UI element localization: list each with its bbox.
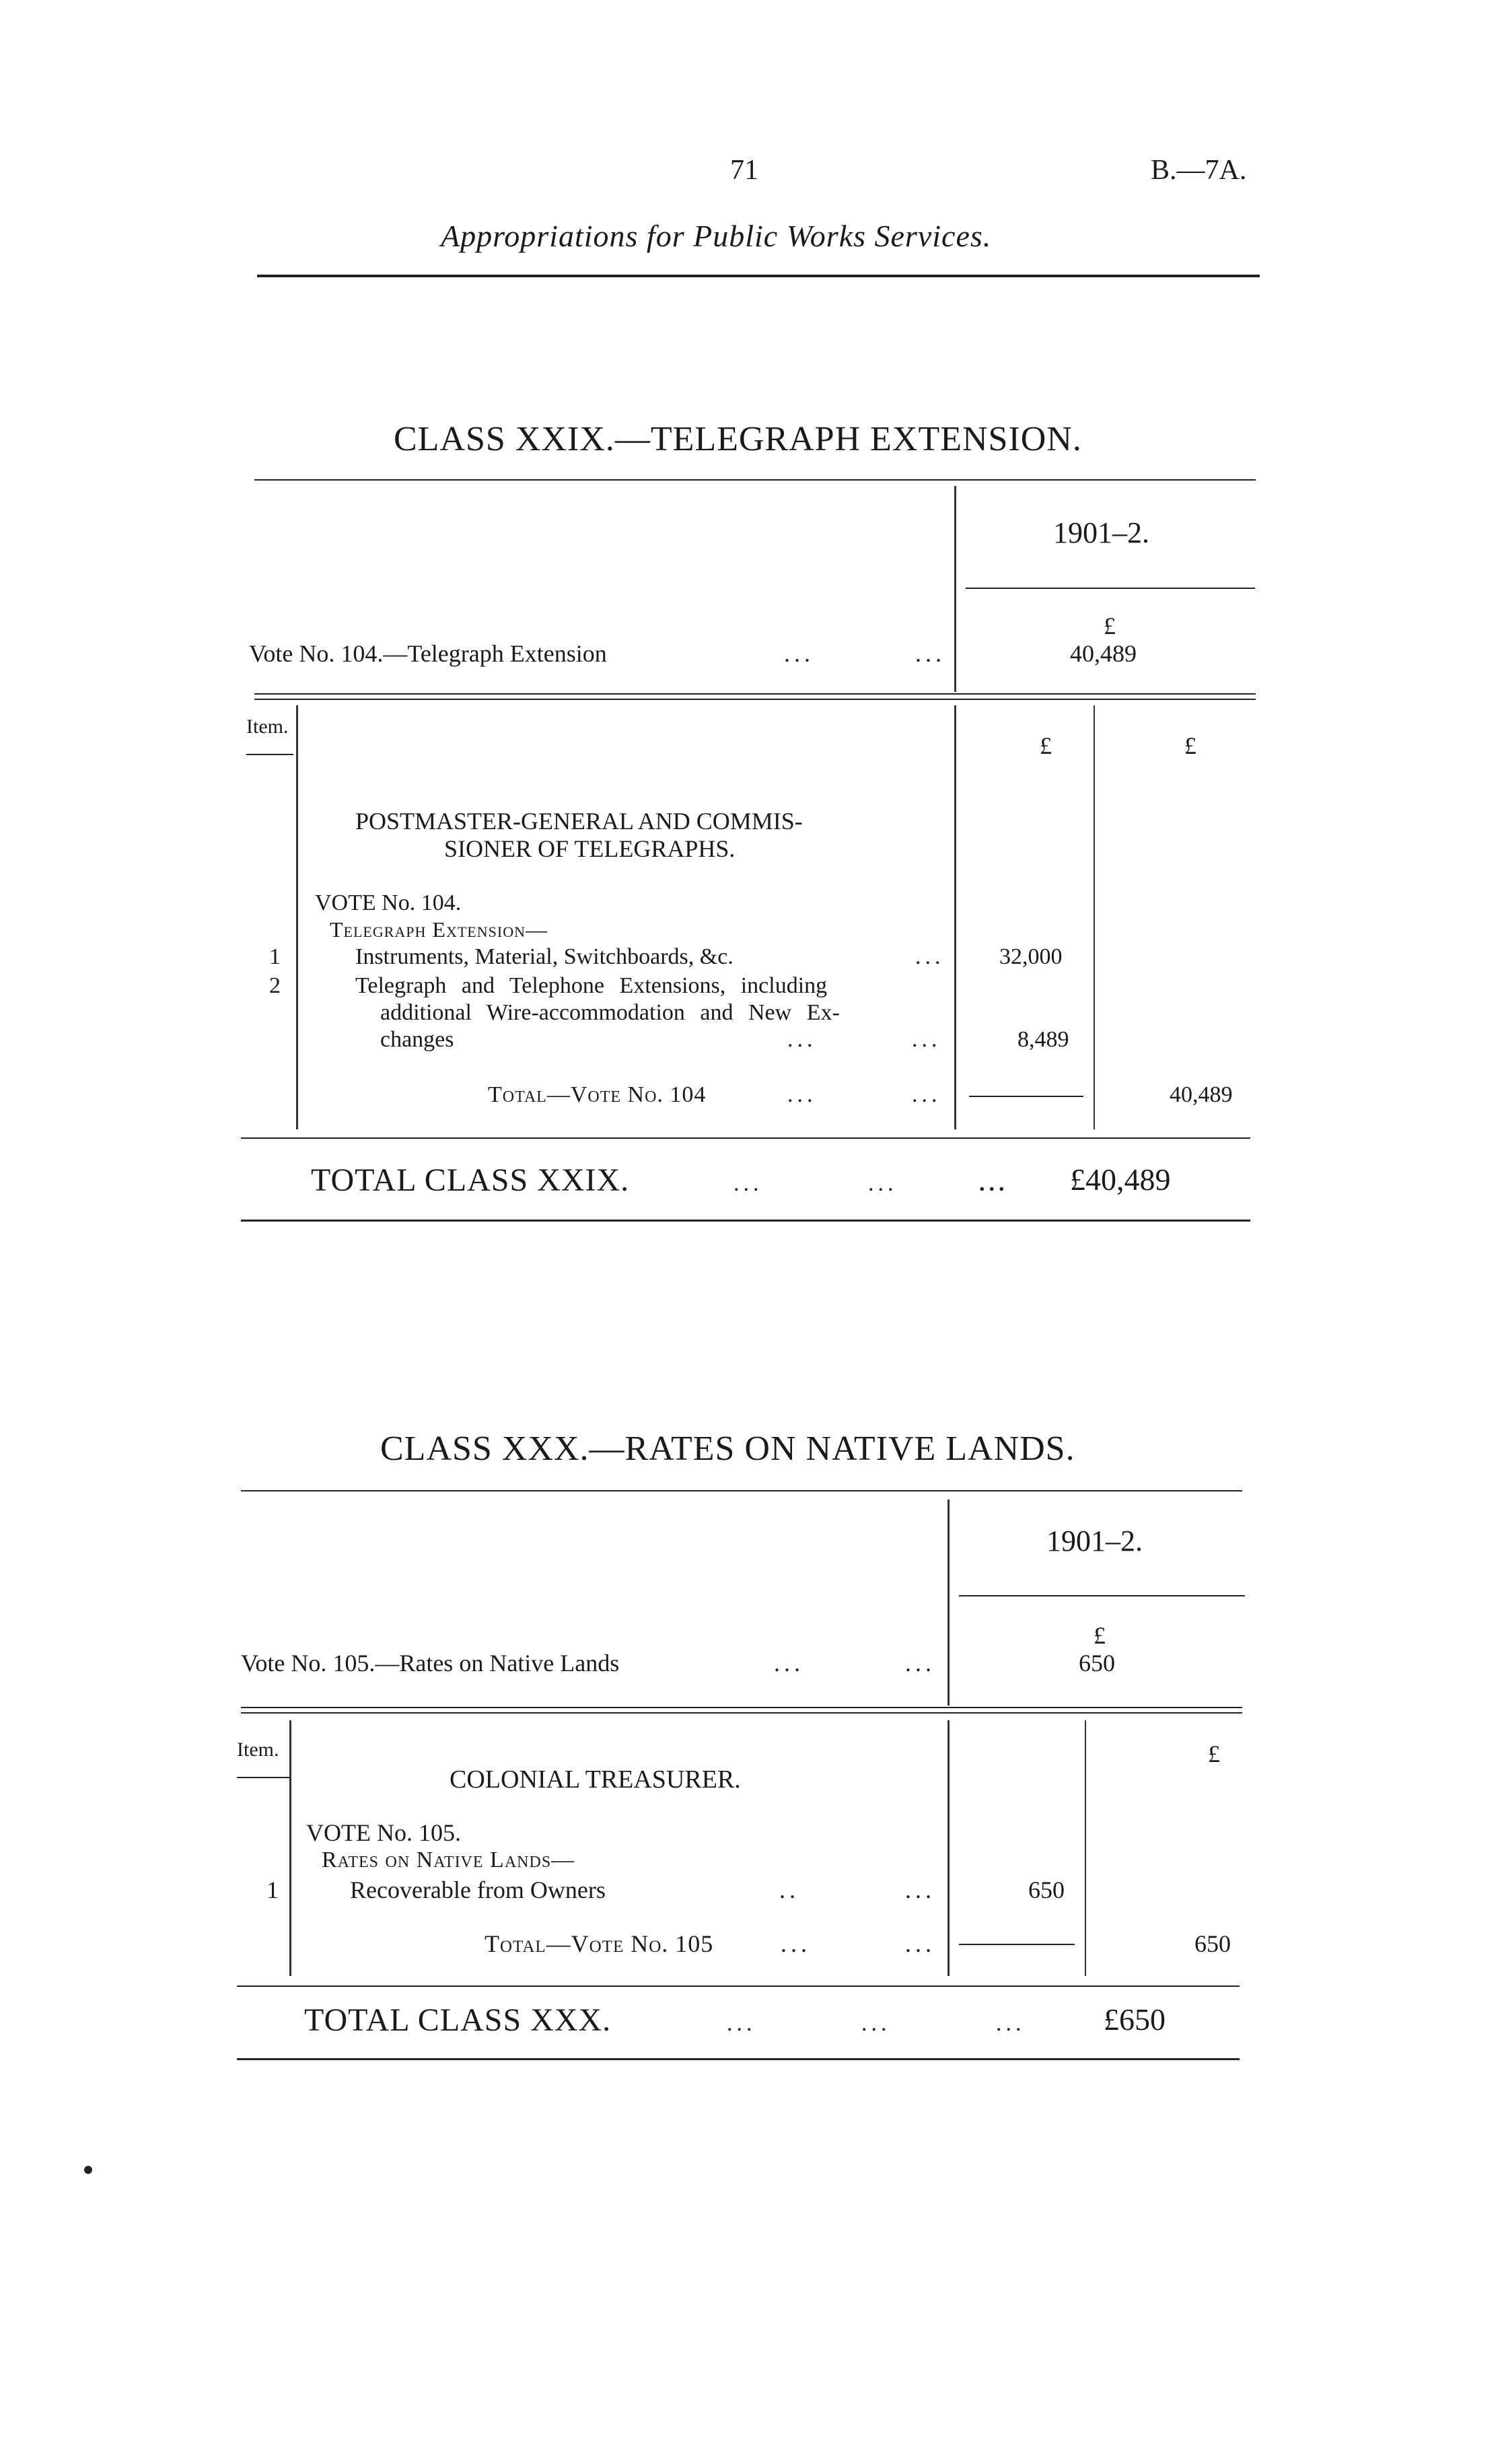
class29-vote-amount: 40,489 bbox=[1070, 640, 1137, 667]
class30-item-1-description: Recoverable from Owners bbox=[350, 1876, 606, 1903]
class29-col-currency-1: £ bbox=[1040, 732, 1052, 759]
class29-table-rule-a bbox=[254, 693, 1256, 695]
class30-top-rule bbox=[241, 1490, 1242, 1491]
class30-total-class-label: TOTAL CLASS XXX. bbox=[304, 2002, 612, 2038]
class29-department: POSTMASTER-GENERAL AND COMMIS- bbox=[355, 808, 803, 835]
class30-table-rule-b bbox=[241, 1712, 1242, 1714]
class30-total-rule-bottom bbox=[237, 2058, 1240, 2060]
document-reference: B.—7A. bbox=[1151, 155, 1247, 186]
class30-item-1-amount: 650 bbox=[1028, 1876, 1065, 1903]
class29-item-2-dots: ... bbox=[787, 1027, 817, 1052]
class29-item-header: Item. bbox=[246, 715, 289, 738]
class30-title: CLASS XXX.—RATES ON NATIVE LANDS. bbox=[380, 1430, 1075, 1468]
class29-subtotal-rule bbox=[969, 1096, 1083, 1097]
class29-col-currency-2: £ bbox=[1184, 732, 1196, 759]
class29-item-column-divider bbox=[296, 705, 298, 1129]
class30-total-class-dots-1: ... bbox=[727, 2011, 756, 2036]
class29-total-class-label: TOTAL CLASS XXIX. bbox=[311, 1162, 630, 1198]
header-rule bbox=[257, 275, 1260, 277]
class29-title: CLASS XXIX.—TELEGRAPH EXTENSION. bbox=[394, 420, 1082, 458]
class29-total-class-dots-1: ... bbox=[734, 1171, 763, 1196]
class30-total-class-dots-2: ... bbox=[861, 2011, 891, 2036]
class30-total-rule-top bbox=[237, 1985, 1240, 1987]
class29-total-rule-top bbox=[241, 1137, 1250, 1139]
class30-item-column-divider bbox=[289, 1720, 291, 1976]
class30-amount-column-divider bbox=[1085, 1720, 1086, 1976]
class30-total-vote-dots-b: ... bbox=[905, 1930, 935, 1957]
class29-item-1-description: Instruments, Material, Switchboards, &c. bbox=[355, 944, 734, 969]
class30-item-header: Item. bbox=[237, 1738, 279, 1761]
class30-item-1-dots: .. bbox=[779, 1876, 799, 1903]
class29-item-2-amount: 8,489 bbox=[1017, 1027, 1069, 1052]
class29-vote-currency: £ bbox=[1104, 612, 1116, 639]
class29-vote-column-divider bbox=[954, 486, 956, 692]
class30-item-1-dots-b: ... bbox=[905, 1876, 935, 1903]
class29-subhead: Telegraph Extension— bbox=[330, 917, 548, 942]
class29-year: 1901–2. bbox=[1053, 516, 1149, 549]
class29-top-rule bbox=[254, 479, 1256, 481]
class30-vote-column-divider bbox=[947, 1500, 950, 1705]
class29-item-2-description-line-2: additional Wire-accommodation and New Ex- bbox=[380, 1000, 840, 1025]
page-number: 71 bbox=[730, 155, 758, 186]
class30-vote-number: VOTE No. 105. bbox=[306, 1819, 461, 1846]
class29-table-rule-b bbox=[254, 699, 1256, 700]
class29-item-2-description-line-3: changes bbox=[380, 1027, 454, 1052]
class29-vote-dots-2: ... bbox=[915, 640, 945, 667]
class29-total-rule-bottom bbox=[241, 1220, 1250, 1222]
class30-item-1-number: 1 bbox=[266, 1876, 279, 1903]
class30-total-vote-amount: 650 bbox=[1194, 1930, 1231, 1957]
class30-col-currency-2: £ bbox=[1208, 1740, 1220, 1767]
class29-total-vote-dots-b: ... bbox=[912, 1082, 941, 1107]
class29-total-class-dots-2: ... bbox=[868, 1171, 898, 1196]
class30-desc-column-divider bbox=[947, 1720, 950, 1976]
class29-item-1-number: 1 bbox=[269, 944, 281, 969]
class30-total-class-dots-3: ... bbox=[996, 2011, 1026, 2036]
class30-table-rule-a bbox=[241, 1707, 1242, 1708]
page-subtitle: Appropriations for Public Works Services. bbox=[441, 219, 992, 253]
class30-item-header-rule bbox=[237, 1777, 289, 1778]
class29-vote-number: VOTE No. 104. bbox=[315, 890, 462, 915]
class30-subtotal-rule bbox=[959, 1944, 1075, 1945]
class29-item-1-dots: ... bbox=[915, 944, 945, 969]
class30-vote-dots-1: ... bbox=[774, 1650, 804, 1677]
class29-total-vote-amount: 40,489 bbox=[1170, 1082, 1233, 1107]
class29-total-class-amount: £40,489 bbox=[1070, 1162, 1171, 1197]
class29-year-rule bbox=[966, 588, 1255, 589]
class29-item-2-number: 2 bbox=[269, 973, 281, 998]
class30-vote-dots-2: ... bbox=[905, 1650, 935, 1677]
class29-department-line-2: SIONER OF TELEGRAPHS. bbox=[444, 835, 736, 862]
class29-item-1-amount: 32,000 bbox=[999, 944, 1063, 969]
class29-item-header-rule bbox=[246, 754, 293, 755]
class29-vote-label: Vote No. 104.—Telegraph Extension bbox=[249, 640, 607, 667]
class30-total-vote-label: Total—Vote No. 105 bbox=[485, 1930, 714, 1957]
class29-vote-dots-1: ... bbox=[784, 640, 814, 667]
class30-vote-label: Vote No. 105.—Rates on Native Lands bbox=[241, 1650, 620, 1677]
class29-item-2-dots-b: ... bbox=[912, 1027, 941, 1052]
class29-item-2-description: Telegraph and Telephone Extensions, including bbox=[355, 973, 828, 998]
class30-total-vote-dots: ... bbox=[781, 1930, 811, 1957]
class30-total-class-amount: £650 bbox=[1104, 2002, 1166, 2037]
class29-desc-column-divider bbox=[954, 705, 956, 1129]
class30-vote-amount: 650 bbox=[1079, 1650, 1115, 1677]
class30-vote-currency: £ bbox=[1094, 1622, 1106, 1649]
class29-total-vote-dots: ... bbox=[787, 1082, 817, 1107]
class30-subhead: Rates on Native Lands— bbox=[322, 1847, 575, 1872]
class29-total-class-dots-3: ... bbox=[979, 1171, 1009, 1196]
class30-department: COLONIAL TREASURER. bbox=[450, 1765, 741, 1794]
class30-year-rule bbox=[959, 1595, 1245, 1596]
class29-total-vote-label: Total—Vote No. 104 bbox=[488, 1082, 707, 1107]
class30-year: 1901–2. bbox=[1046, 1524, 1143, 1557]
ink-speck bbox=[84, 2166, 92, 2174]
class29-amount-column-divider bbox=[1094, 705, 1095, 1129]
